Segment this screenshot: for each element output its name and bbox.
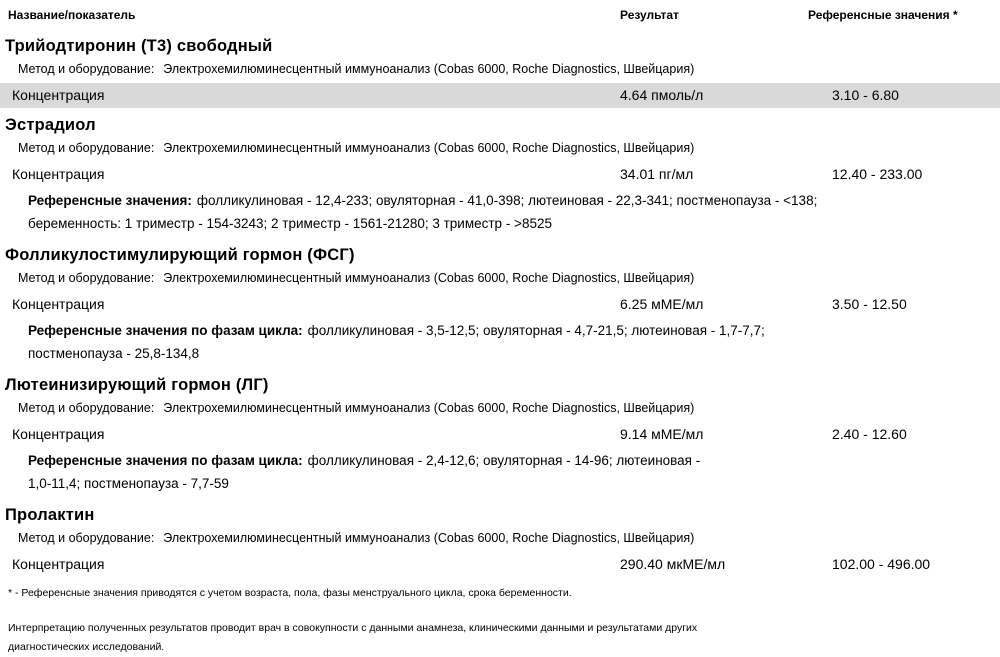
- row-label: Концентрация: [12, 87, 105, 103]
- method-label: Метод и оборудование:: [18, 271, 155, 285]
- section-estradiol: [0, 108, 1000, 238]
- lab-report-page: [0, 5, 1000, 657]
- method-value: Электрохемилюминесцентный иммуноанализ (Cobas 6000, Roche Diagnostics, Швейцария): [163, 531, 695, 545]
- section-title: Лютеинизирующий гормон (ЛГ): [5, 376, 269, 394]
- result-value: 34.01 пг/мл: [620, 166, 694, 182]
- reference-note-label: Референсные значения по фазам цикла:: [28, 453, 303, 468]
- section-t3: [0, 29, 1000, 108]
- result-value: 290.40 мкМЕ/мл: [620, 556, 726, 572]
- section-prolactin: [0, 498, 1000, 577]
- result-value: 4.64 пмоль/л: [620, 87, 704, 103]
- method-value: Электрохемилюминесцентный иммуноанализ (Cobas 6000, Roche Diagnostics, Швейцария): [163, 401, 695, 415]
- footnote-reference-values: * - Референсные значения приводятся с учетом возраста, пола, фазы менструального цикла, срока беременности.: [8, 587, 572, 599]
- column-header-name: Название/показатель: [8, 8, 136, 22]
- reference-note-label: Референсные значения:: [28, 193, 192, 208]
- reference-note: [0, 317, 836, 368]
- reference-range: 102.00 - 496.00: [832, 556, 931, 572]
- method-line: [0, 60, 1000, 83]
- reference-note-text: фолликулиновая - 12,4-233; овуляторная - 41,0-398; лютеиновая - 22,3-341; постменопауза - <138; беременность: 1 триместр - 154-3243; 2 триместр - 1561-21280; 3 триместр - >8525: [28, 193, 818, 231]
- reference-note-text: фолликулиновая - 3,5-12,5; овуляторная - 4,7-21,5; лютеиновая - 1,7-7,7; постменопауза - 25,8-134,8: [28, 323, 765, 361]
- reference-note: [0, 447, 720, 498]
- method-label: Метод и оборудование:: [18, 62, 155, 76]
- reference-note: [0, 187, 884, 238]
- method-line: [0, 529, 1000, 552]
- concentration-row: [0, 83, 1000, 108]
- section-lh: [0, 368, 1000, 498]
- column-header-reference: Референсные значения *: [808, 8, 958, 22]
- section-fsh: [0, 238, 1000, 368]
- footnote-interpretation: Интерпретацию полученных результатов проводит врач в совокупности с данными анамнеза, клиническими данными и результатами других диагностических исследований.: [8, 622, 698, 653]
- row-label: Концентрация: [12, 296, 105, 312]
- concentration-row: [0, 552, 1000, 577]
- concentration-row: [0, 422, 1000, 447]
- concentration-row: [0, 292, 1000, 317]
- section-title: Фолликулостимулирующий гормон (ФСГ): [5, 246, 355, 264]
- result-value: 6.25 мМЕ/мл: [620, 296, 704, 312]
- reference-note-label: Референсные значения по фазам цикла:: [28, 323, 303, 338]
- section-title: Трийодтиронин (Т3) свободный: [5, 37, 273, 55]
- method-line: [0, 269, 1000, 292]
- method-line: [0, 399, 1000, 422]
- method-value: Электрохемилюминесцентный иммуноанализ (Cobas 6000, Roche Diagnostics, Швейцария): [163, 62, 695, 76]
- result-value: 9.14 мМЕ/мл: [620, 426, 704, 442]
- table-header: [0, 5, 1000, 29]
- reference-range: 3.10 - 6.80: [832, 87, 899, 103]
- method-value: Электрохемилюминесцентный иммуноанализ (Cobas 6000, Roche Diagnostics, Швейцария): [163, 271, 695, 285]
- concentration-row: [0, 162, 1000, 187]
- method-value: Электрохемилюминесцентный иммуноанализ (Cobas 6000, Roche Diagnostics, Швейцария): [163, 141, 695, 155]
- method-line: [0, 139, 1000, 162]
- reference-range: 3.50 - 12.50: [832, 296, 907, 312]
- method-label: Метод и оборудование:: [18, 401, 155, 415]
- section-title: Эстрадиол: [5, 116, 96, 134]
- row-label: Концентрация: [12, 556, 105, 572]
- section-title: Пролактин: [5, 506, 95, 524]
- method-label: Метод и оборудование:: [18, 531, 155, 545]
- column-header-result: Результат: [620, 8, 679, 22]
- row-label: Концентрация: [12, 166, 105, 182]
- reference-range: 12.40 - 233.00: [832, 166, 923, 182]
- reference-note-text: фолликулиновая - 2,4-12,6; овуляторная - 14-96; лютеиновая - 1,0-11,4; постменопауза - 7,7-59: [28, 453, 701, 491]
- reference-range: 2.40 - 12.60: [832, 426, 907, 442]
- method-label: Метод и оборудование:: [18, 141, 155, 155]
- row-label: Концентрация: [12, 426, 105, 442]
